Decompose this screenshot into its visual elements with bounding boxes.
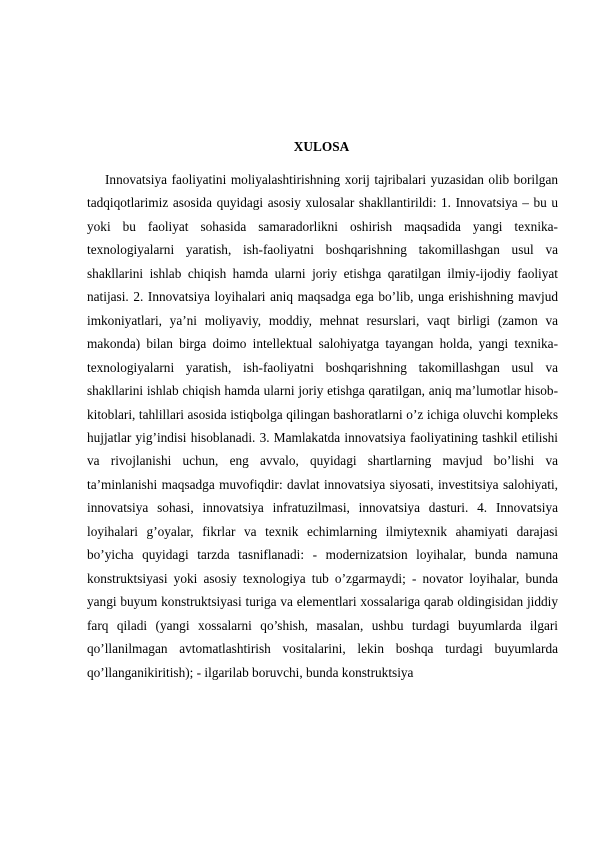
page-title: XULOSA — [293, 139, 350, 154]
body-paragraph: Innovatsiya faoliyatini moliyalashtirishning xorij tajribalari yuzasidan olib borilgan tadqiqotlarimiz asosida quyidagi asosiy xulosalar shakllantirildi: 1. Innovatsiya – bu u yoki bu faoliyat sohasida samaradorlikni oshirish maqsadida yangi texnika-texnologiyalarni yaratish, ish-faoliyatni boshqarishning takomillashgan usul va shakllarini ishlab chiqish hamda ularni joriy etishga qaratilgan ilmiy-ijodiy faoliyat natijasi. 2. Innovatsiya loyihalari aniq maqsadga ega bo’lib, unga erishishning mavjud imkoniyatlari, ya’ni moliyaviy, moddiy, mehnat resurslari, vaqt birligi (zamon va makonda) bilan birga doimo intellektual salohiyatga tayangan holda, yangi texnika-texnologiyalarni yaratish, ish-faoliyatni boshqarishning takomillashgan usul va shakllarini ishlab chiqish hamda ularni joriy etishga qaratilgan, aniq ma’lumotlar hisob-kitoblari, tahlillari asosida istiqbolga qilingan bashoratlarni o’z ichiga oluvchi kompleks hujjatlar yig’indisi hisoblanadi. 3. Mamlakatda innovatsiya faoliyatining tashkil etilishi va rivojlanishi uchun, eng avvalo, quyidagi shartlarning mavjud bo’lishi va ta’minlanishi maqsadga muvofiqdir: davlat innovatsiya siyosati, investitsiya salohiyati, innovatsiya sohasi, innovatsiya infratuzilmasi, innovatsiya dasturi. 4. Innovatsiya loyihalari g’oyalar, fikrlar va texnik echimlarning ilmiytexnik ahamiyati darajasi bo’yicha quyidagi tarzda tasniflanadi: - modernizatsion loyihalar, bunda namuna konstruktsiyasi yoki asosiy texnologiya tub o’zgarmaydi; - novator loyihalar, bunda yangi buyum konstruktsiyasi turiga va elementlari xossalariga qarab oldingisidan jiddiy farq qiladi (yangi xossalarni qo’shish, masalan, ushbu turdagi buyumlarda ilgari qo’llanilmagan avtomatlashtirish vositalarini, lekin boshqa turdagi buyumlarda qo’llanganikiritish); - ilgarilab boruvchi, bunda konstruktsiya — [87, 172, 558, 680]
